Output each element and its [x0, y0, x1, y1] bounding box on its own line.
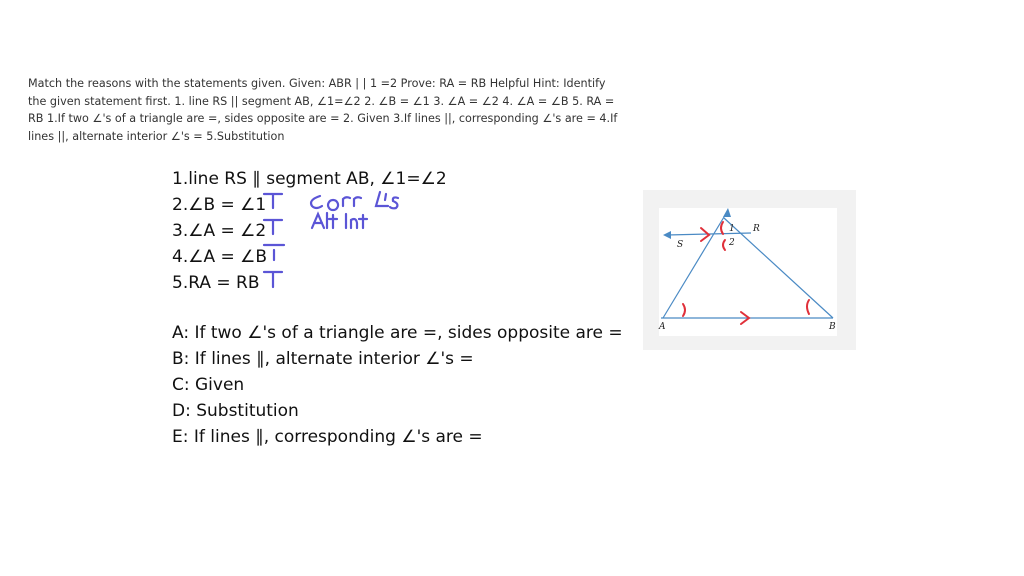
statement-5: 5.RA = RB — [172, 273, 260, 293]
statement-3: 3.∠A = ∠2 — [172, 221, 267, 241]
label-a: A — [659, 322, 666, 332]
reason-b: B: If lines ∥, alternate interior ∠'s = — [172, 349, 474, 369]
statement-4: 4.∠A = ∠B — [172, 247, 268, 267]
reason-a: A: If two ∠'s of a triangle are =, sides opposite are = — [172, 323, 623, 343]
reason-c: C: Given — [172, 375, 245, 395]
handwritten-t-3 — [264, 245, 284, 260]
label-s: S — [677, 240, 684, 250]
reasons-list — [172, 320, 623, 450]
reason-d: D: Substitution — [172, 401, 299, 421]
statement-1: 1.line RS ∥ segment AB, ∠1=∠2 — [172, 169, 447, 189]
handwritten-t-2 — [264, 220, 282, 234]
label-b: B — [829, 322, 836, 332]
handwritten-alt-int — [312, 213, 367, 228]
label-angle-2: 2 — [729, 238, 735, 248]
geometry-figure — [643, 190, 856, 350]
handwritten-corr-angles — [311, 192, 398, 210]
problem-text: Match the reasons with the statements given. Given: ABR | | 1 =2 Prove: RA = RB Helpful Hint: Identify the given statement first. 1. line RS || segment AB, ∠1=∠2 2. ∠B = ∠1 3. ∠A = ∠2 4. ∠A = ∠B 5. RA = RB 1.If two ∠'s of a triangle are =, sides opposite are = 2. Given 3.If lines ||, corresponding ∠'s are = 4.If lines ||, alternate interior ∠'s = 5.Substitution — [28, 77, 618, 143]
label-angle-1: 1 — [729, 224, 735, 234]
reason-e: E: If lines ∥, corresponding ∠'s are = — [172, 427, 483, 447]
handwritten-t-4 — [264, 272, 282, 287]
statement-2: 2.∠B = ∠1 — [172, 195, 267, 215]
handwritten-t-1 — [264, 194, 282, 208]
label-r: R — [753, 224, 760, 234]
